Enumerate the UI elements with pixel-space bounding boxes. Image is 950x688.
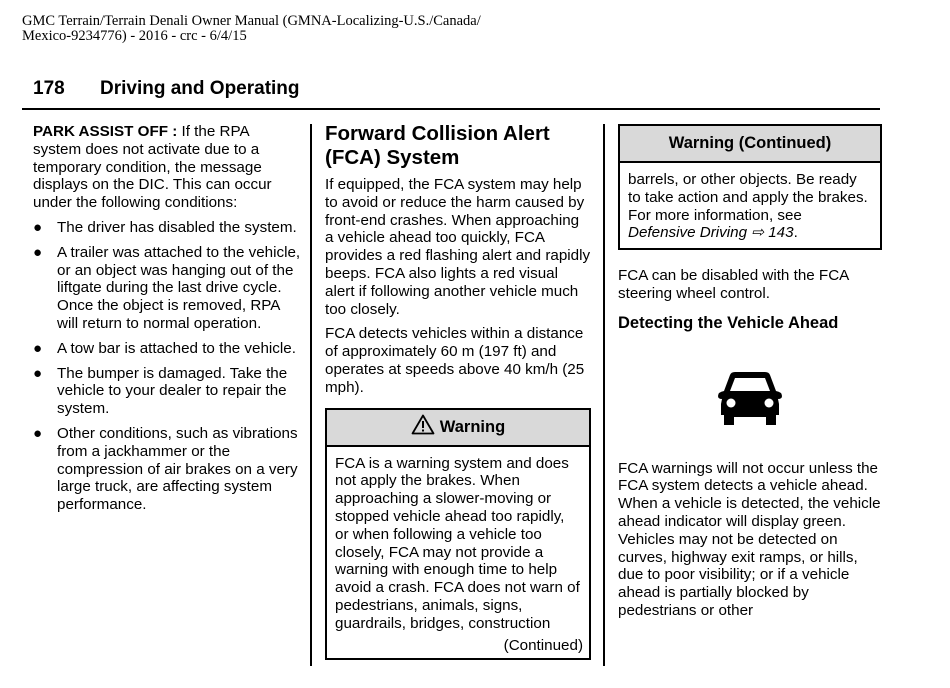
bullet-icon: ● <box>33 364 43 382</box>
warning-continued-text: barrels, or other objects. Be ready to take action and apply the brakes. For more information, see <box>628 171 868 224</box>
warning-continued-title: Warning (Continued) <box>620 126 880 163</box>
warning-box <box>325 408 591 661</box>
bullet-icon: ● <box>33 424 43 442</box>
list-item <box>33 219 301 237</box>
list-item-text: A tow bar is attached to the vehicle. <box>57 339 296 357</box>
bullet-icon: ● <box>33 339 43 357</box>
warning-box-body: FCA is a warning system and does not apply the brakes. When approaching a slower-moving or stopped vehicle ahead too rapidly, or when following a vehicle too closely, FCA may not provide a warning with enough time to help avoid a crash. FCA does not warn of pedestrians, animals, signs, guardrails, bridges, construction <box>335 454 580 632</box>
page-reference-icon: ⇨ <box>751 224 764 242</box>
warning-continued-box <box>618 124 882 250</box>
list-item <box>33 425 301 514</box>
vehicle-ahead-icon-wrapper <box>618 371 882 432</box>
park-assist-text: If the RPA system does not activate due to a temporary condition, the message displays on the DIC. This can occur under the following conditions: <box>33 123 272 212</box>
column-divider-2 <box>603 124 605 666</box>
fca-disable-paragraph: FCA can be disabled with the FCA steering wheel control. <box>618 267 849 302</box>
park-assist-label: PARK ASSIST OFF : <box>33 123 178 140</box>
page-reference-number[interactable]: 143 <box>764 224 794 242</box>
column-divider-1 <box>310 124 312 666</box>
list-item <box>33 340 301 358</box>
fca-detection-paragraph: FCA detects vehicles within a distance of approximately 60 m (197 ft) and operates at speeds above 40 km/h (25 mph). <box>325 325 585 396</box>
park-assist-paragraph <box>33 123 301 212</box>
page-number: 178 <box>33 78 65 99</box>
vehicle-ahead-icon <box>716 371 784 427</box>
list-item <box>33 365 301 418</box>
warning-continued-body <box>620 163 880 248</box>
continued-label: (Continued) <box>503 636 583 654</box>
fca-intro-paragraph: If equipped, the FCA system may help to avoid or reduce the harm caused by front-end crashes. When approaching a vehicle ahead too quickly, FCA provides a red flashing alert and rapidly beeps. FCA also lights a red visual alert if following another vehicle much too closely. <box>325 176 591 318</box>
list-item-text: A trailer was attached to the vehicle, or an object was hanging out of the liftgate during the last drive cycle. Once the object is removed, RPA will return to normal operation. <box>57 243 301 332</box>
defensive-driving-link[interactable]: Defensive Driving <box>628 224 748 242</box>
column-left <box>33 123 301 521</box>
page-heading <box>33 78 300 100</box>
column-right <box>618 124 882 627</box>
bullet-icon: ● <box>33 218 43 236</box>
list-item-text: Other conditions, such as vibrations from a jackhammer or the compression of air brakes on a very large truck, are affecting system performance. <box>57 424 298 514</box>
fca-warnings-paragraph: FCA warnings will not occur unless the FCA system detects a vehicle ahead. When a vehicle is detected, the vehicle ahead indicator will display green. Vehicles may not be detected on curves, highway exit ramps, or hills, due to poor visibility; or if a vehicle ahead is partially blocked by pedestrians or other <box>618 459 881 619</box>
document-header-line-2: Mexico-9234776) - 2016 - crc - 6/4/15 <box>22 28 247 44</box>
condition-list <box>33 219 301 514</box>
column-middle <box>325 122 591 660</box>
list-item-text: The driver has disabled the system. <box>57 218 297 236</box>
list-item-text: The bumper is damaged. Take the vehicle to your dealer to repair the system. <box>57 364 288 418</box>
warning-title-text: Warning <box>439 417 506 436</box>
list-item <box>33 244 301 333</box>
bullet-icon: ● <box>33 243 43 261</box>
document-header-line-1: GMC Terrain/Terrain Denali Owner Manual (GMNA-Localizing-U.S./Canada/ <box>22 13 481 29</box>
detecting-vehicle-heading: Detecting the Vehicle Ahead <box>618 313 839 332</box>
section-title: Driving and Operating <box>100 78 300 99</box>
warning-triangle-icon <box>411 414 435 435</box>
header-rule <box>22 108 880 110</box>
warning-box-title <box>327 410 589 447</box>
fca-section-heading: Forward Collision Alert (FCA) System <box>325 122 550 169</box>
reference-period: . <box>793 224 798 242</box>
